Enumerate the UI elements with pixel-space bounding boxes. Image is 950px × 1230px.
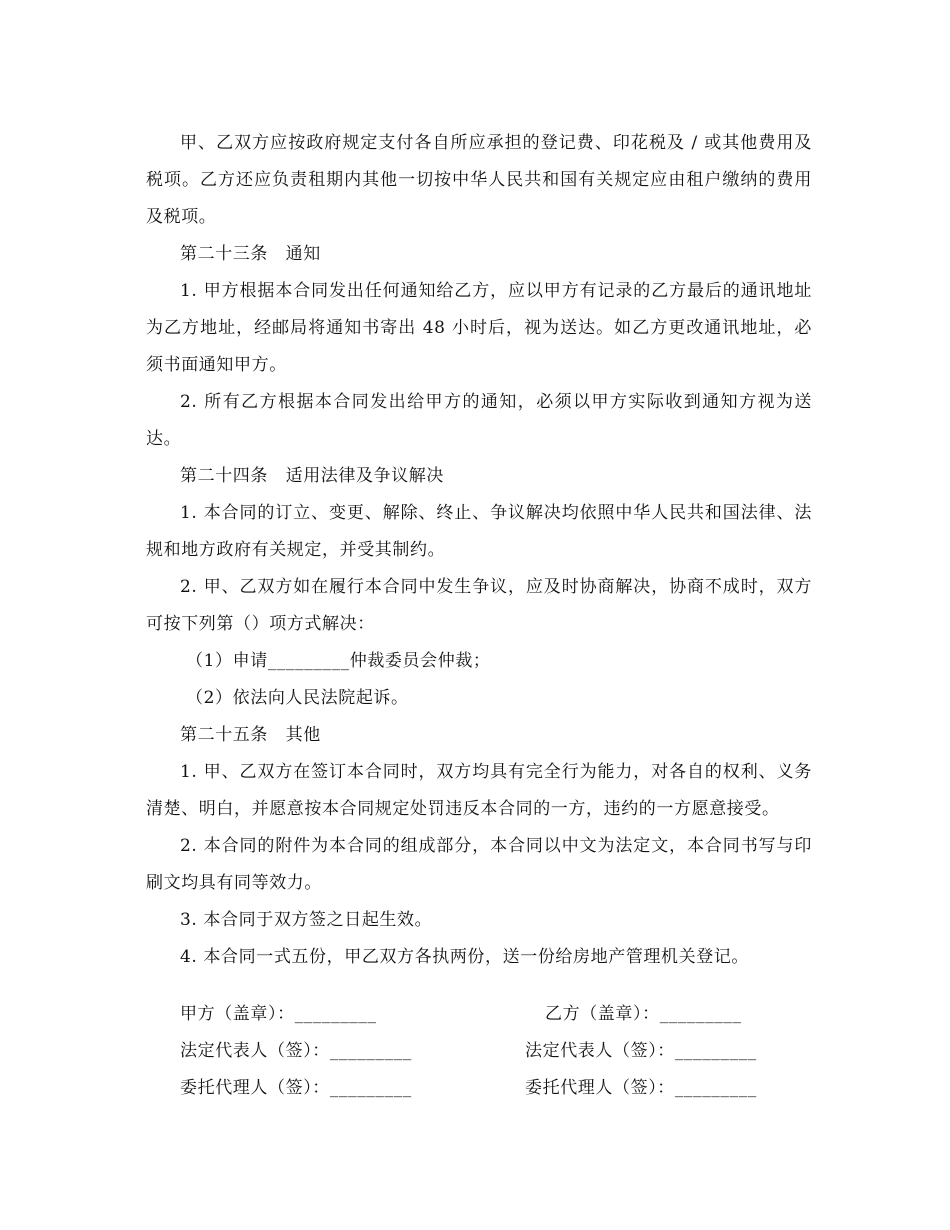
paragraph-notice-1: 1. 甲方根据本合同发出任何通知给乙方，应以甲方有记录的乙方最后的通讯地址为乙方地址，经邮局将通知书寄出 48 小时后，视为送达。如乙方更改通讯地址，必须书面通知甲方。 — [146, 281, 812, 375]
party-a-representative-line: 法定代表人（签）：_________ — [180, 1041, 412, 1061]
paragraph-other-1: 1. 甲、乙双方在签订本合同时，双方均具有完全行为能力，对各自的权利、义务清楚、明白，并愿意按本合同规定处罚违反本合同的一方，违约的一方愿意接受。 — [146, 762, 812, 819]
article-25-heading: 第二十五条 其他 — [180, 725, 321, 745]
signature-block — [180, 996, 820, 1107]
option-court: （2）依法向人民法院起诉。 — [186, 688, 409, 708]
paragraph-fees-taxes: 甲、乙双方应按政府规定支付各自所应承担的登记费、印花税及 / 或其他费用及税项。乙方还应负责租期内其他一切按中华人民共和国有关规定应由租户缴纳的费用及税项。 — [146, 133, 812, 227]
option-arbitration: （1）申请_________仲裁委员会仲裁； — [186, 651, 491, 671]
signature-row-representative — [180, 1033, 820, 1070]
signature-row-agent — [180, 1070, 820, 1107]
party-a-seal-line: 甲方（盖章）：_________ — [180, 1004, 377, 1024]
paragraph-law-1: 1. 本合同的订立、变更、解除、终止、争议解决均依照中华人民共和国法律、法规和地方政府有关规定，并受其制约。 — [146, 503, 812, 560]
paragraph-other-4: 4. 本合同一式五份，甲乙双方各执两份，送一份给房地产管理机关登记。 — [180, 947, 750, 967]
paragraph-other-3: 3. 本合同于双方签之日起生效。 — [180, 910, 433, 930]
signature-row-seal — [180, 996, 820, 1033]
contract-body — [146, 125, 812, 976]
party-b-seal-line: 乙方（盖章）：_________ — [545, 1004, 742, 1024]
party-b-representative-line: 法定代表人（签）：_________ — [525, 1041, 757, 1061]
article-24-heading: 第二十四条 适用法律及争议解决 — [180, 466, 444, 486]
party-a-agent-line: 委托代理人（签）：_________ — [180, 1078, 412, 1098]
paragraph-law-2: 2. 甲、乙双方如在履行本合同中发生争议，应及时协商解决，协商不成时，双方可按下列第（）项方式解决： — [146, 577, 812, 634]
paragraph-notice-2: 2. 所有乙方根据本合同发出给甲方的通知，必须以甲方实际收到通知方视为送达。 — [146, 392, 812, 449]
party-b-agent-line: 委托代理人（签）：_________ — [525, 1078, 757, 1098]
article-23-heading: 第二十三条 通知 — [180, 244, 321, 264]
paragraph-other-2: 2. 本合同的附件为本合同的组成部分，本合同以中文为法定文，本合同书写与印刷文均具有同等效力。 — [146, 836, 812, 893]
